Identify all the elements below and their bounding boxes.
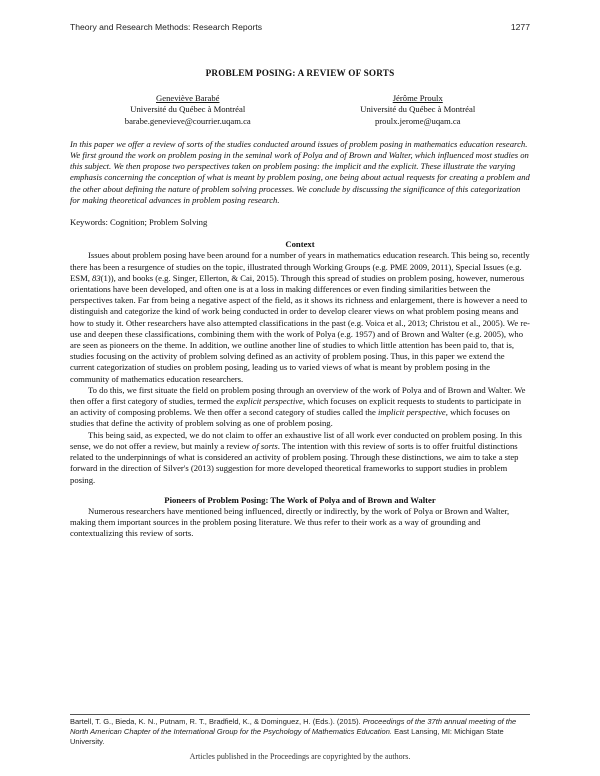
author-name: Geneviève Barabé: [156, 93, 220, 104]
page-footer: [70, 714, 530, 747]
footer-divider: [70, 714, 530, 715]
author-affiliation: Université du Québec à Montréal: [360, 104, 476, 115]
running-header: [70, 22, 530, 32]
paper-body: [70, 68, 530, 540]
author-affiliation: Université du Québec à Montréal: [130, 104, 246, 115]
context-paragraph-2: To do this, we first situate the field on problem posing through an overview of the work of Polya and of Brown and Walter. We then offer a first category of studies, termed the explicit perspective, which focuses on explicit requests to students to participate in an activity of composing problems. We then offer a second category of studies called the implicit perspective, which focuses on studies that define the activity of problem solving as one of problem posing.: [70, 384, 526, 429]
author-name: Jérôme Proulx: [392, 93, 443, 104]
author-block: [70, 93, 530, 127]
abstract: In this paper we offer a review of sorts of the studies conducted around issues of problem posing in mathematics education research. We first ground the work on problem posing in the seminal work of Polya and of Brown and Walter, which influenced most studies on this subject. We then propose two perspectives taken on problem posing: the implicit and the explicit. These illustrate the varying emphasis concerning the conception of what is meant by problem posing, one being about actual requests for creating a problem and the other about defining the nature of problem solving processes. We conclude by discussing the significance of this categorization for making theoretical advances in problem posing research.: [70, 138, 530, 205]
author-2: [360, 93, 475, 127]
paper-title: PROBLEM POSING: A REVIEW OF SORTS: [205, 68, 395, 78]
section-heading-pioneers: Pioneers of Problem Posing: The Work of Polya and of Brown and Walter: [164, 494, 436, 505]
author-email: proulx.jerome@uqam.ca: [374, 115, 461, 126]
section-heading-context: Context: [285, 239, 315, 250]
page-number: 1277: [510, 22, 530, 32]
author-1: [125, 93, 251, 127]
keywords: Keywords: Cognition; Problem Solving: [70, 217, 208, 228]
context-paragraph-1: Issues about problem posing have been around for a number of years in mathematics education research. This being so, recently there has been a resurgence of studies on the topic, illustrated through Working Groups (e.g. PME 2009, 2011), Special Issues (e.g. ESM, 83(1)), and books (e.g. Singer, Ellerton, & Cai, 2015). Through this spread of studies on problem posing, however, numerous orientations have been developed, and often one is at a loss in making differences or even finding similarities between the perspectives taken. Far from being a negative aspect of the field, as it shows its richness and enlargement, there is however a need to distinguish and categorize the kind of work being conducted in order to develop clearer views on what problem posing means and how to study it. Other researchers have also attempted classifications in the past (e.g. Voica et al., 2013; Christou et al., 2005). We re-use and deepen these classifications, combining them with the work of Polya (e.g. 1957) and of Brown and Walter (e.g. 2005), who are seen as pioneers on the theme. In addition, we outline another line of studies to which little attention has been paid to, that is, studies focusing on the activity of problem solving defined as an activity of problem posing. Thus, in this paper we extend the current categorization of studies on problem posing, leading us to varied views of what is meant by problem posing in the community of mathematics education researchers.: [70, 250, 530, 384]
copyright-notice: Articles published in the Proceedings are copyrighted by the authors.: [189, 752, 411, 761]
context-paragraph-3: This being said, as expected, we do not claim to offer an exhaustive list of all work ever conducted on problem posing. In this sense, we do not offer a review, but mainly a review of sorts. The intention with this review of sorts is to offer fruitful distinctions related to the underpinnings of what is considered an activity of problem posing. Through these distinctions, we aim to take a step forward in the direction of Silver's (2013) suggestion for more developed theoretical frameworks to support studies in problem posing.: [70, 429, 522, 485]
running-title: Theory and Research Methods: Research Reports: [70, 22, 263, 32]
pioneers-paragraph-1: Numerous researchers have mentioned being influenced, directly or indirectly, by the work of Polya or Brown and Walter, making them important sources in the problem posing literature. We thus refer to their work as a way of grounding and contextualizing this review of sorts.: [70, 505, 510, 539]
proceedings-citation: Bartell, T. G., Bieda, K. N., Putnam, R. T., Bradfield, K., & Dominguez, H. (Eds.). (2015). Proceedings of the 37th annual meeting of the North American Chapter of the International Group for the Psychology of Mathematics Education. East Lansing, MI: Michigan State University.: [70, 717, 517, 746]
author-email: barabe.genevieve@courrier.uqam.ca: [124, 115, 251, 126]
